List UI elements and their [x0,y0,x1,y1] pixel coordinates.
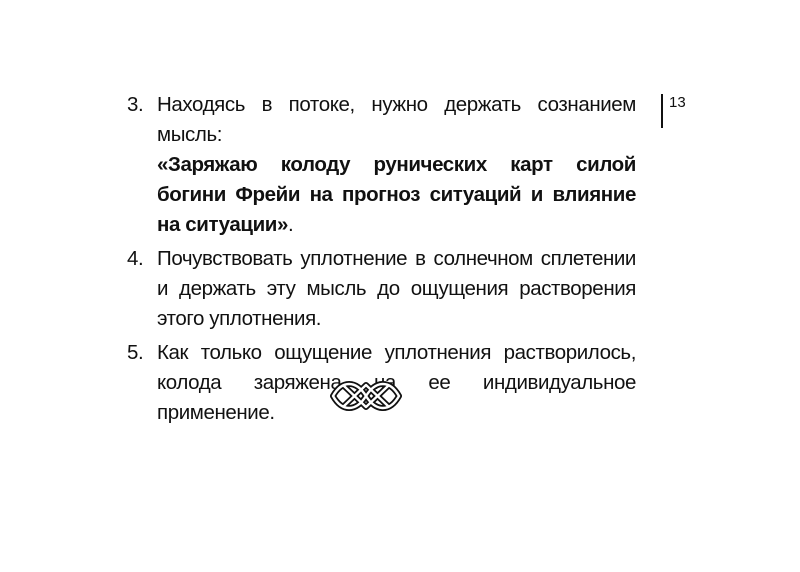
item-sentence: Находясь в потоке, нужно держать сознанием мысль: [157,93,636,146]
item-text: Почувствовать уплотнение в солнечном сплетении и держать эту мысль до ощущения растворения этого уплотнения. [157,247,636,330]
page-number: 13 [669,94,686,111]
item-text [157,90,636,240]
charging-phrase [157,150,636,240]
page-number-rule [661,94,663,128]
item-number: 5. [127,341,144,364]
item-sentence: Как только ощущение уплотнения растворилось, колода заряжена на ее индивидуальное [157,341,636,394]
list-item [127,90,636,240]
item-number: 3. [127,93,144,116]
charging-phrase-text: «Заряжаю колоду рунических карт силой богини Фрейи на прогноз ситуаций и влияние на ситуации» [157,153,636,236]
list-item [127,244,636,334]
item-number: 4. [127,247,144,270]
charging-phrase-tail: . [287,213,294,236]
item-sentence-end: применение. [157,401,275,424]
celtic-knot-icon [330,377,402,415]
